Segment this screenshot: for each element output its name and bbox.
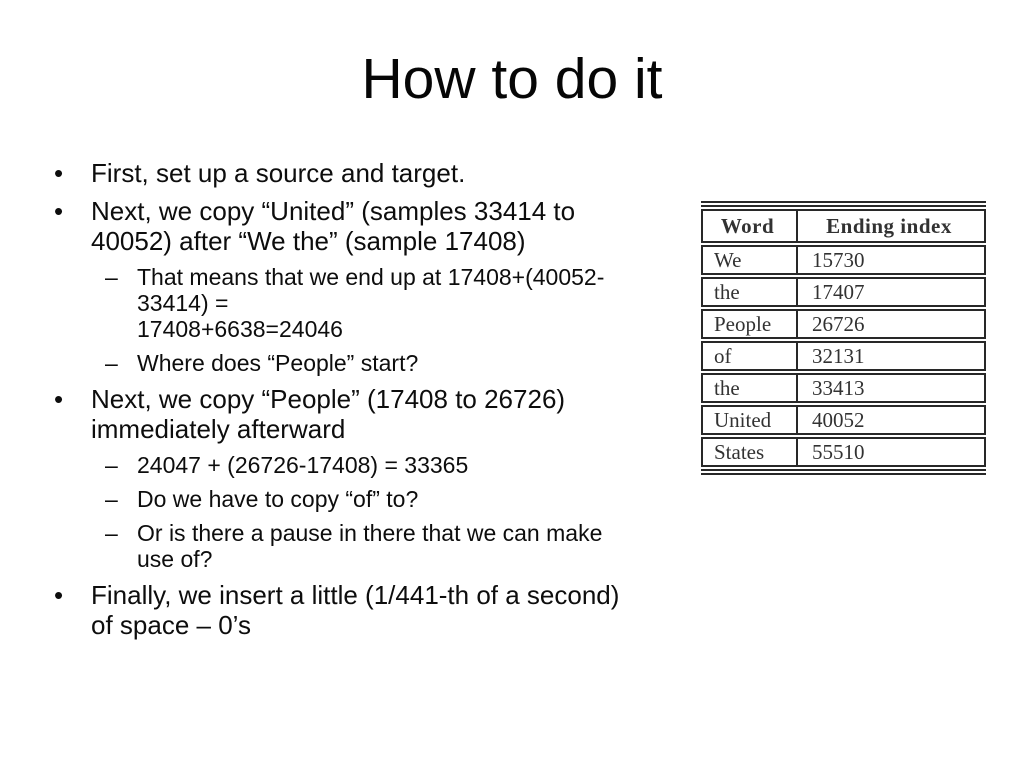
bullet-line: Or is there a pause in there that we can make	[137, 520, 603, 546]
bullet-line: Do we have to copy “of” to?	[137, 486, 419, 512]
table-row	[701, 373, 986, 403]
table-row	[701, 405, 986, 435]
word-cell: People	[703, 311, 798, 337]
bullet-text	[137, 264, 694, 342]
bullet-item-4	[42, 580, 694, 640]
bullet-marker-icon: •	[54, 580, 64, 610]
sub-bullet-item-4	[42, 486, 694, 512]
bullet-item-1	[42, 158, 694, 188]
bullet-line: Next, we copy “People” (17408 to 26726)	[91, 384, 566, 414]
bullet-line: 33414) =	[137, 290, 229, 316]
index-cell: 33413	[812, 376, 865, 400]
table-row	[701, 437, 986, 467]
dash-marker-icon: –	[105, 486, 118, 512]
bullet-text	[91, 196, 694, 256]
slide-title: How to do it	[361, 47, 663, 111]
dash-marker-icon: –	[105, 350, 118, 376]
bullet-item-2	[42, 196, 694, 256]
sub-bullet-item-3	[42, 452, 694, 478]
index-cell: 55510	[812, 440, 865, 464]
sub-bullet-item-5	[42, 520, 694, 572]
bullet-text	[91, 384, 694, 444]
dash-marker-icon: –	[105, 452, 118, 478]
bullet-line: Next, we copy “United” (samples 33414 to	[91, 196, 576, 226]
bullet-marker-icon: •	[54, 384, 64, 414]
bullet-line: of space – 0’s	[91, 610, 251, 640]
bullet-marker-icon: •	[54, 196, 64, 226]
bullet-item-3	[42, 384, 694, 444]
table-header-row	[701, 209, 986, 243]
bullet-line: immediately afterward	[91, 414, 346, 444]
bullet-line: Finally, we insert a little (1/441-th of a second)	[91, 580, 620, 610]
word-ending-index-table	[701, 201, 986, 475]
table-row	[701, 341, 986, 371]
word-column-header: Word	[703, 211, 798, 241]
bullet-text	[91, 158, 694, 188]
table-bottom-rule	[701, 469, 986, 475]
sub-bullet-item-2	[42, 350, 694, 376]
table-row	[701, 245, 986, 275]
word-cell: States	[703, 439, 798, 465]
bullet-marker-icon: •	[54, 158, 64, 188]
bullet-text	[91, 580, 694, 640]
index-cell: 17407	[812, 280, 865, 304]
bullet-line: use of?	[137, 546, 213, 572]
table-row	[701, 277, 986, 307]
bullet-list	[42, 158, 694, 640]
dash-marker-icon: –	[105, 264, 118, 290]
sub-bullet-item-1	[42, 264, 694, 342]
bullet-text	[137, 486, 694, 512]
bullet-line: 40052) after “We the” (sample 17408)	[91, 226, 526, 256]
bullet-text	[137, 350, 694, 376]
word-cell: We	[703, 247, 798, 273]
bullet-line: First, set up a source and target.	[91, 158, 466, 188]
word-cell: the	[703, 279, 798, 305]
index-cell: 15730	[812, 248, 865, 272]
bullet-text	[137, 452, 694, 478]
ending-index-column-header: Ending index	[826, 214, 952, 238]
index-cell: 32131	[812, 344, 865, 368]
index-cell: 40052	[812, 408, 865, 432]
word-cell: of	[703, 343, 798, 369]
dash-marker-icon: –	[105, 520, 118, 546]
table-top-rule	[701, 201, 986, 207]
bullet-line: 17408+6638=24046	[137, 316, 343, 342]
bullet-line: Where does “People” start?	[137, 350, 419, 376]
table-row	[701, 309, 986, 339]
word-cell: the	[703, 375, 798, 401]
bullet-line: 24047 + (26726-17408) = 33365	[137, 452, 469, 478]
index-cell: 26726	[812, 312, 865, 336]
bullet-line: That means that we end up at 17408+(40052-	[137, 264, 605, 290]
bullet-text	[137, 520, 694, 572]
word-cell: United	[703, 407, 798, 433]
